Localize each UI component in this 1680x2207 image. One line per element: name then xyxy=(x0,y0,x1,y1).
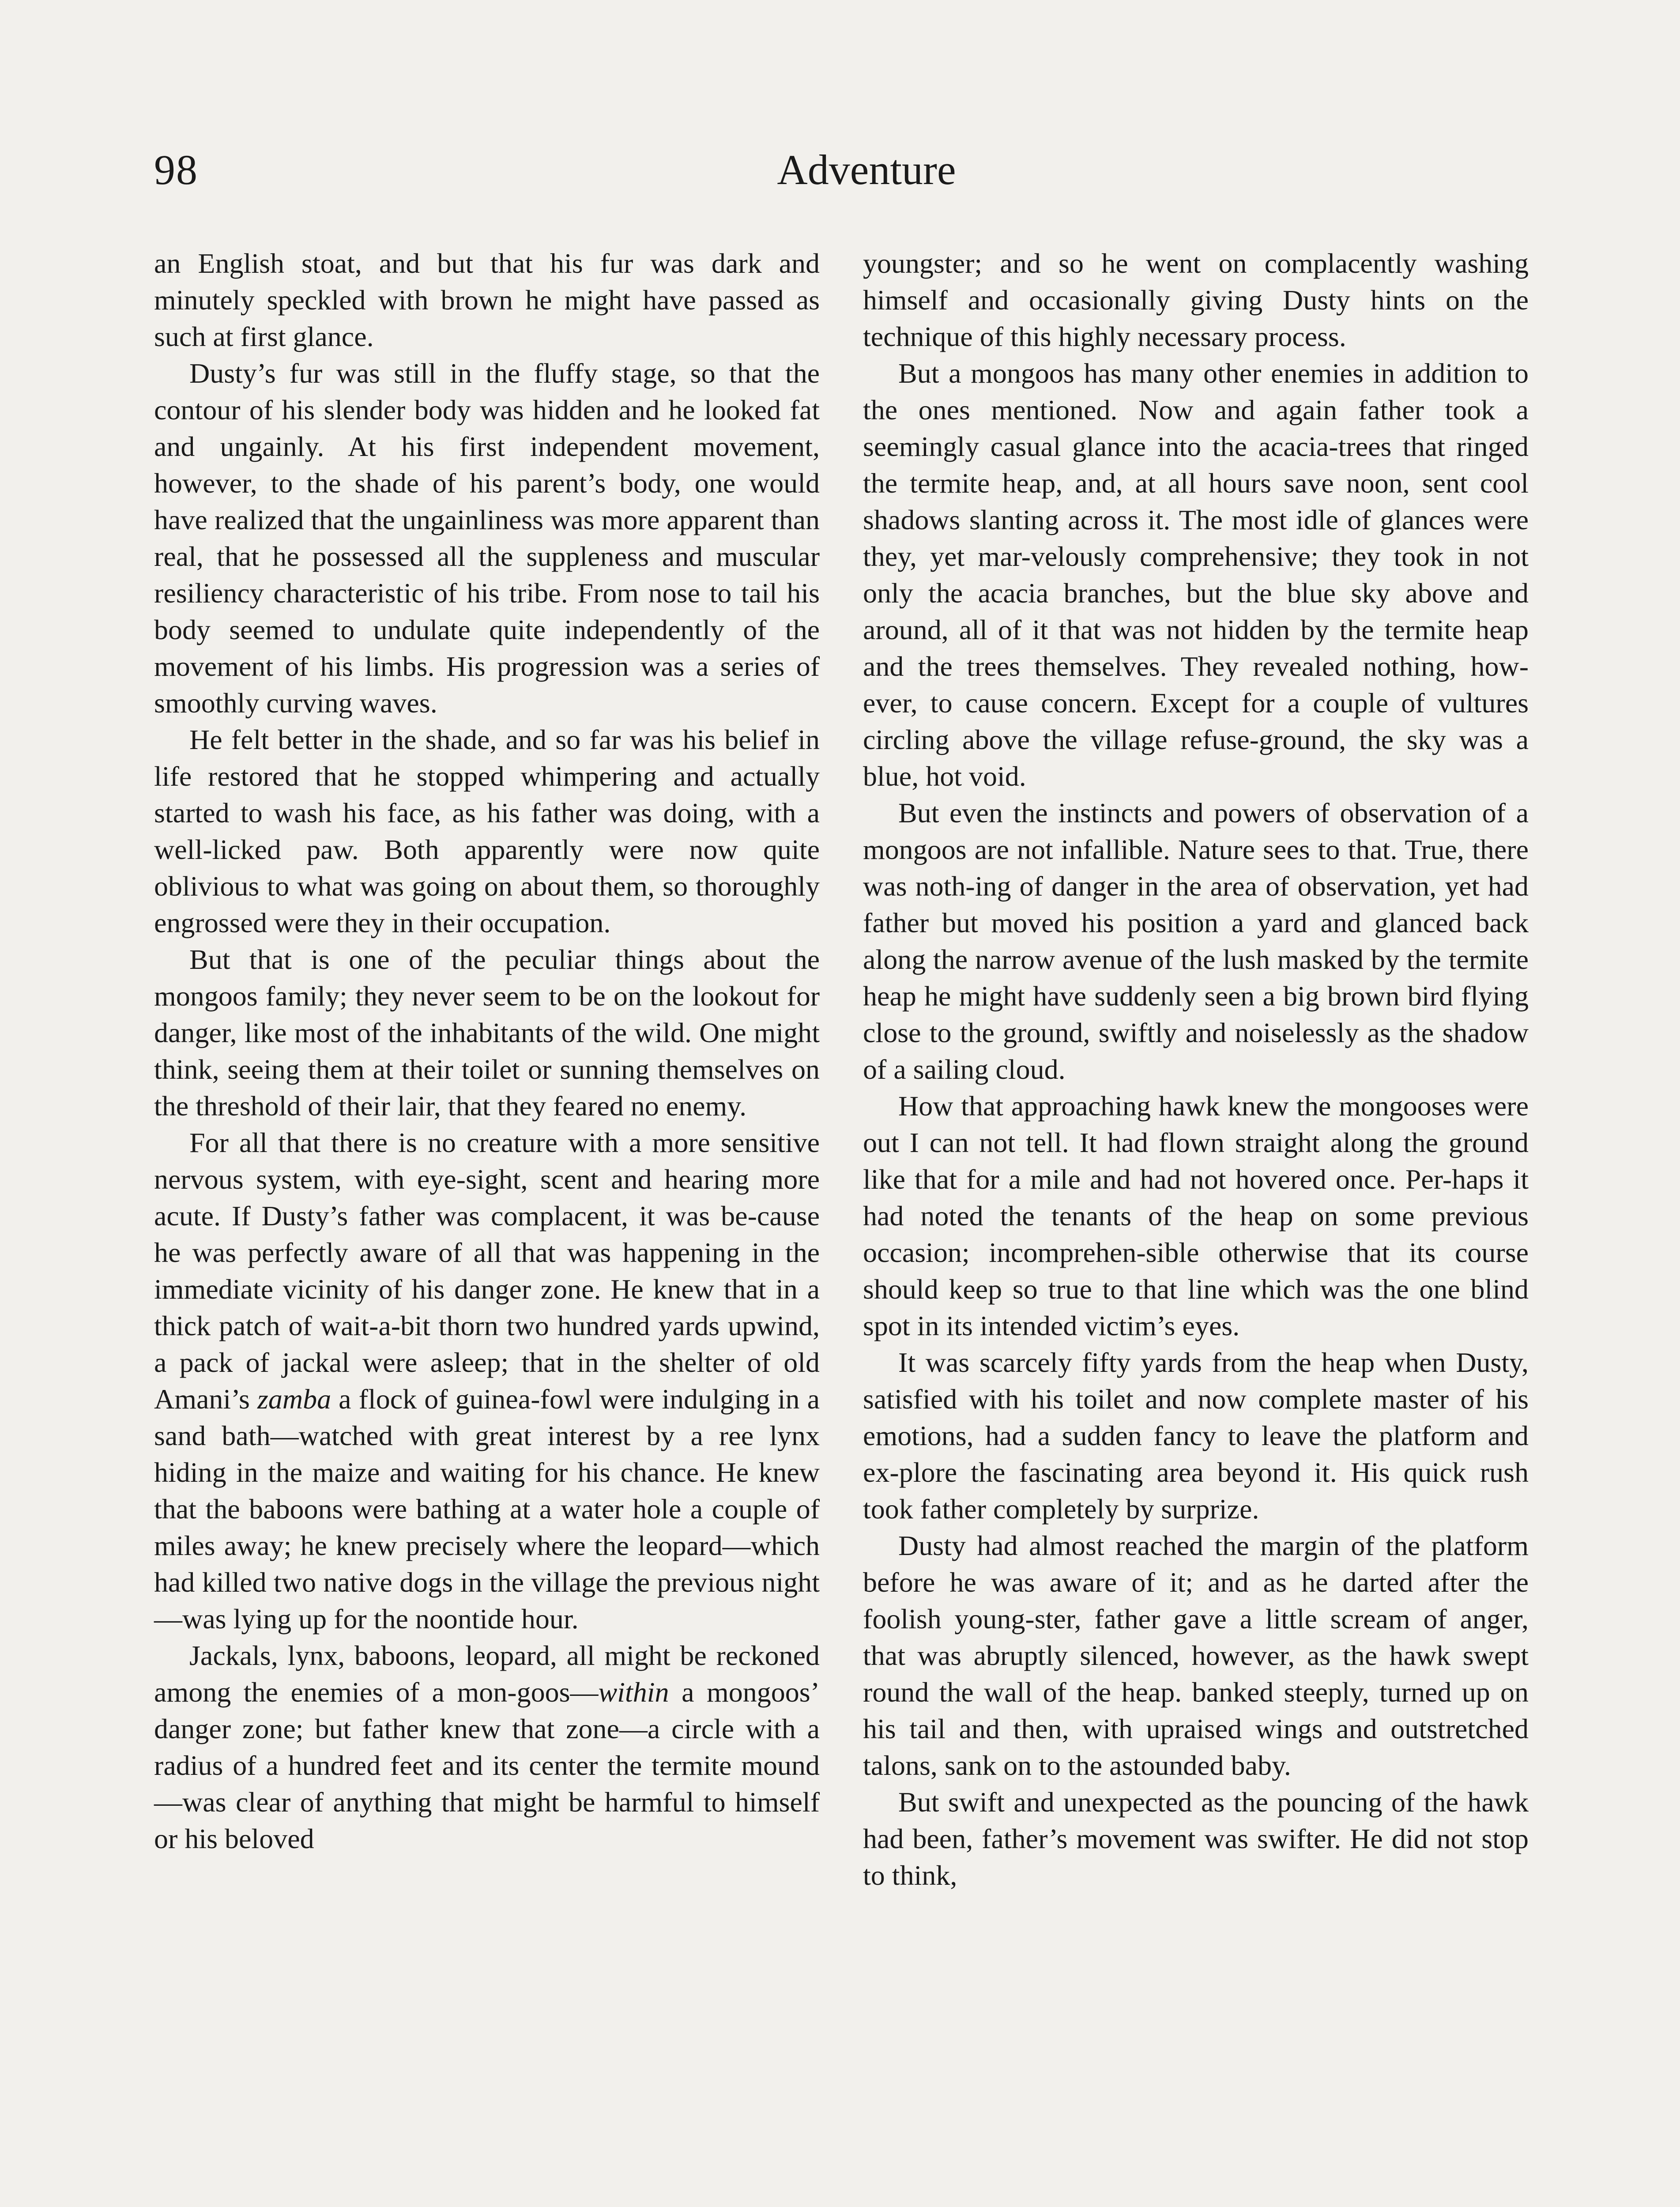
paragraph xyxy=(154,1637,820,1857)
paragraph xyxy=(154,1124,820,1637)
running-title: Adventure xyxy=(777,146,956,193)
italic-word: within xyxy=(598,1676,669,1708)
paragraph: youngster; and so he went on complacently washing himself and occasionally giving Dusty hints on the technique of this highly necessary process. xyxy=(863,248,1529,352)
paragraph: Dusty’s fur was still in the fluffy stage, so that the contour of his slender body was hidden and he looked fat and ungainly. At his first independent movement, however, to the shade of his parent’s body, one would have realized that the ungainliness was more apparent than real, that he possessed all the suppleness and muscular resiliency characteristic of his tribe. From nose to tail his body seemed to undulate quite independently of the movement of his limbs. His progression was a series of smoothly curving waves. xyxy=(154,358,820,719)
paragraph-text: Jackals, lynx, baboons, leopard, all might be reckoned among the enemies of a mon-goos— xyxy=(154,1640,820,1708)
paragraph: an English stoat, and but that his fur was dark and minutely speckled with brown he might have passed as such at first glance. xyxy=(154,248,820,352)
paragraph: Dusty had almost reached the margin of the platform before he was aware of it; and as he darted after the foolish young-ster, father gave a little scream of anger, that was abruptly silenced, however, as the hawk swept round the wall of the heap. banked steeply, turned up on his tail and then, with upraised wings and outstretched talons, sank on to the astounded baby. xyxy=(863,1530,1529,1781)
paragraph-text: a flock of guinea-fowl were indulging in a sand bath—watched with great interest by a ree lynx hiding in the maize and waiting for his chance. He knew that the baboons were bathing at a water hole a couple of miles away; he knew precisely where the leopard—which had killed two native dogs in the village the previous night—was lying up for the noontide hour. xyxy=(154,1383,820,1635)
paragraph-text: For all that there is no creature with a more sensitive nervous system, with eye-sight, scent and hearing more acute. If Dusty’s father was complacent, it was be-cause he was perfectly aware of all that was happening in the immediate vicinity of his danger zone. He knew that in a thick patch of wait-a-bit thorn two hundred yards upwind, a pack of jackal were asleep; that in the shelter of old Amani’s xyxy=(154,1127,820,1415)
paragraph: But that is one of the peculiar things about the mongoos family; they never seem to be on the lookout for danger, like most of the inhabitants of the wild. One might think, seeing them at their toilet or sunning themselves on the threshold of their lair, that they feared no enemy. xyxy=(154,944,820,1122)
paragraph: But a mongoos has many other enemies in addition to the ones mentioned. Now and again father took a seemingly casual glance into the acacia-trees that ringed the termite heap, and, at all hours save noon, sent cool shadows slanting across it. The most idle of glances were they, yet mar-velously comprehensive; they took in not only the acacia branches, but the blue sky above and around, all of it that was not hidden by the termite heap and the trees themselves. They revealed nothing, how-ever, to cause concern. Except for a couple of vultures circling above the village refuse-ground, the sky was a blue, hot void. xyxy=(863,358,1529,792)
paragraph: How that approaching hawk knew the mongooses were out I can not tell. It had flown straight along the ground like that for a mile and had not hovered once. Per-haps it had noted the tenants of the heap on some previous occasion; incomprehen-sible otherwise that its course should keep so true to that line which was the one blind spot in its intended victim’s eyes. xyxy=(863,1090,1529,1341)
paragraph-text: a mongoos’ danger zone; but father knew that zone—a circle with a radius of a hundred feet and its center the termite mound—was clear of anything that might be harmful to himself or his beloved xyxy=(154,1676,820,1854)
paragraph: He felt better in the shade, and so far was his belief in life restored that he stopped whimpering and actually started to wash his face, as his father was doing, with a well-licked paw. Both apparently were now quite oblivious to what was going on about them, so thoroughly engrossed were they in their occupation. xyxy=(154,724,820,938)
right-column xyxy=(863,245,1529,1894)
paragraph: But swift and unexpected as the pouncing of the hawk had been, father’s movement was swifter. He did not stop to think, xyxy=(863,1786,1529,1891)
paragraph: But even the instincts and powers of observation of a mongoos are not infallible. Nature sees to that. True, there was noth-ing of danger in the area of observation, yet had father but moved his position a yard and glanced back along the narrow avenue of the lush masked by the termite heap he might have suddenly seen a big brown bird flying close to the ground, swiftly and noiselessly as the shadow of a sailing cloud. xyxy=(863,797,1529,1085)
page-number: 98 xyxy=(154,146,198,193)
left-column xyxy=(154,245,820,1857)
paragraph: It was scarcely fifty yards from the heap when Dusty, satisfied with his toilet and now complete master of his emotions, had a sudden fancy to leave the platform and ex-plore the fascinating area beyond it. His quick rush took father completely by surprize. xyxy=(863,1347,1529,1525)
italic-word: zamba xyxy=(257,1383,331,1415)
page-header xyxy=(0,141,1680,212)
